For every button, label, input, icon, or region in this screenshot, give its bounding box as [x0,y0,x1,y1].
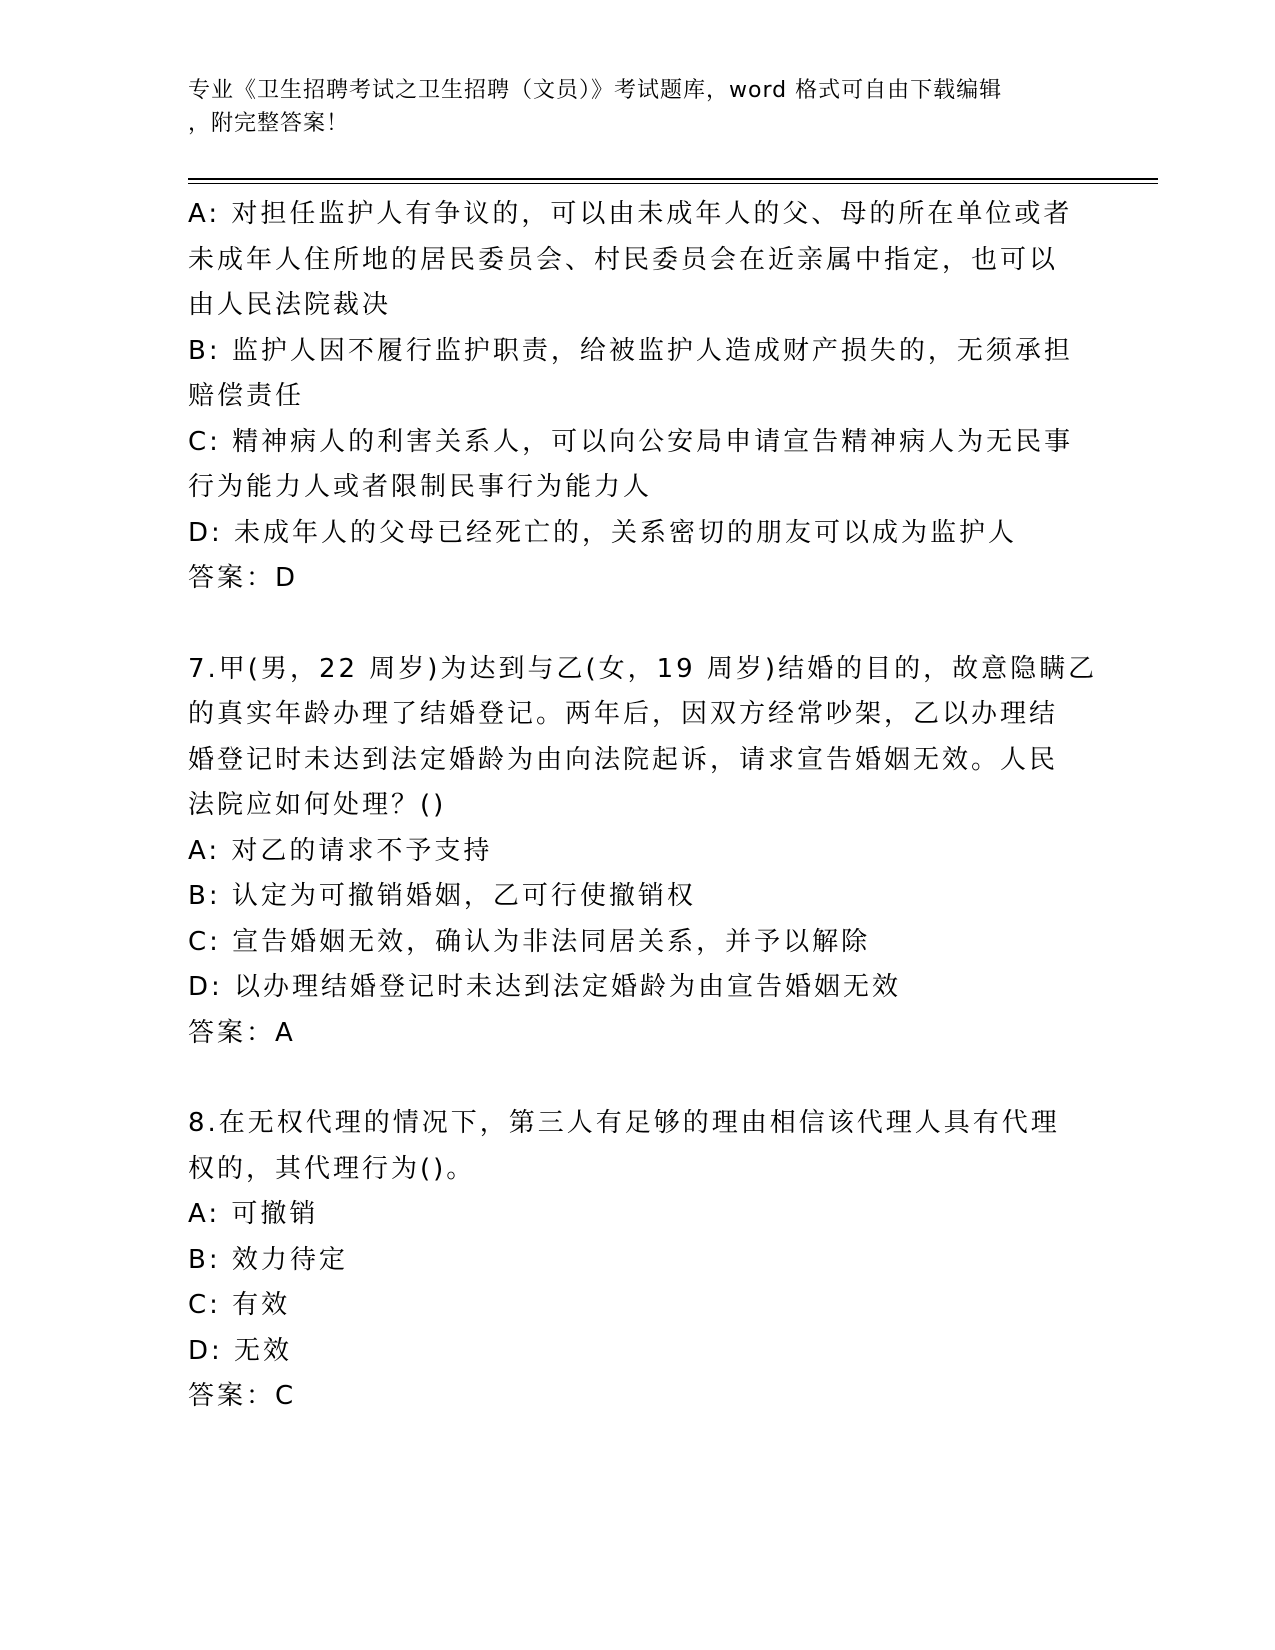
q8-option-b: B: 效力待定 [188,1244,348,1275]
q7-option-c: C: 宣告婚姻无效，确认为非法同居关系，并予以解除 [188,926,871,957]
q8-option-c: C: 有效 [188,1290,291,1320]
q6-option-b-line: 赔偿责任 [188,381,305,411]
q6-option-a [188,192,1073,329]
q7-stem-line: 法院应如何处理？() [188,790,447,820]
header-line-2: ，附完整答案！ [188,111,350,136]
header-line-1: 专业《卫生招聘考试之卫生招聘（文员）》考试题库，word 格式可自由下载编辑 [188,78,1003,103]
q8-stem-line: 8.在无权代理的情况下，第三人有足够的理由相信该代理人具有代理 [188,1108,1060,1138]
q7-stem-line: 的真实年龄办理了结婚登记。两年后，因双方经常吵架，乙以办理结 [188,699,1059,729]
q6-option-a-line: 由人民法院裁决 [188,290,392,320]
q7-option-d: D: 以办理结婚登记时未达到法定婚龄为由宣告婚姻无效 [188,972,902,1002]
q6-option-a-line: A: 对担任监护人有争议的，可以由未成年人的父、母的所在单位或者 [188,199,1073,229]
question-8 [188,1101,1068,1420]
header-rule-thin [188,183,1158,184]
question-6 [188,192,1074,602]
q6-option-a-line: 未成年人住所地的居民委员会、村民委员会在近亲属中指定，也可以 [188,244,1059,275]
q8-option-d: D: 无效 [188,1335,293,1366]
q6-option-d-line: D: 未成年人的父母已经死亡的，关系密切的朋友可以成为监护人 [188,517,1018,548]
header-rule-thick [188,178,1158,180]
question-content [188,192,1098,1420]
q7-answer: 答案：A [188,1017,296,1048]
q7-stem-line: 7.甲(男，22 周岁)为达到与乙(女，19 周岁)结婚的目的，故意隐瞒乙 [188,653,1098,684]
question-7 [188,647,1098,1057]
q6-option-b-line: B: 监护人因不履行监护职责，给被监护人造成财产损失的，无须承担 [188,335,1073,366]
q7-stem-line: 婚登记时未达到法定婚龄为由向法院起诉，请求宣告婚姻无效。人民 [188,744,1059,775]
q7-option-a: A: 对乙的请求不予支持 [188,835,493,866]
q6-option-c-line: 行为能力人或者限制民事行为能力人 [188,472,653,502]
document-header [188,74,1068,140]
q6-option-d [188,511,1068,557]
q6-option-b [188,329,1073,420]
q6-answer: 答案：D [188,563,299,593]
q6-option-c-line: C: 精神病人的利害关系人，可以向公安局申请宣告精神病人为无民事 [188,426,1074,457]
q8-option-a: A: 可撤销 [188,1199,319,1229]
q6-option-c [188,420,1074,511]
q8-stem-line: 权的，其代理行为()。 [188,1153,476,1184]
q8-answer: 答案：C [188,1381,297,1411]
q7-option-b: B: 认定为可撤销婚姻，乙可行使撤销权 [188,881,696,911]
